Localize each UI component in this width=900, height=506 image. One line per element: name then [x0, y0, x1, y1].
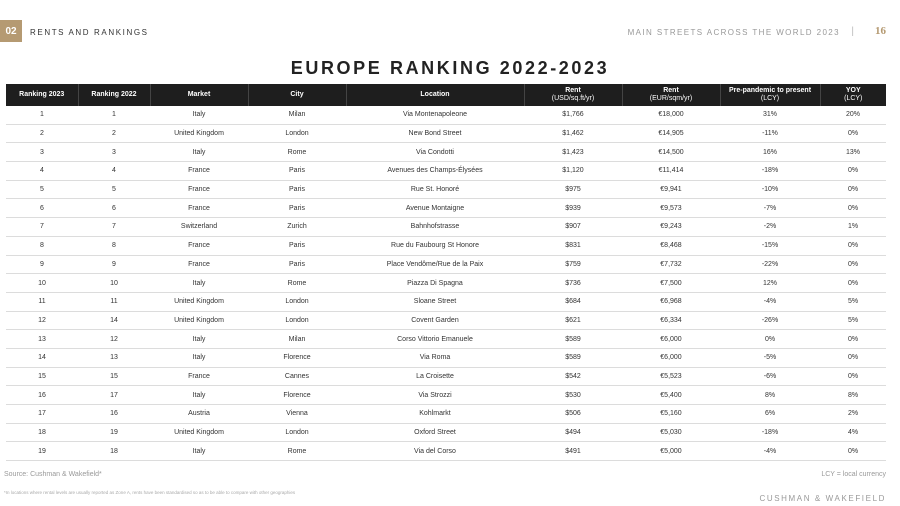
table-cell: 0% — [820, 348, 886, 367]
table-cell: 9 — [6, 255, 78, 274]
table-cell: 11 — [78, 292, 150, 311]
table-cell: Italy — [150, 106, 248, 124]
table-cell: 0% — [820, 367, 886, 386]
table-cell: 15 — [78, 367, 150, 386]
table-cell: 20% — [820, 106, 886, 124]
table-row — [6, 386, 886, 405]
table-cell: 6 — [6, 199, 78, 218]
table-cell: Florence — [248, 348, 346, 367]
table-cell: 0% — [820, 180, 886, 199]
table-cell: $736 — [524, 274, 622, 293]
table-cell: -6% — [720, 367, 820, 386]
table-cell: 1 — [78, 106, 150, 124]
table-cell: €6,334 — [622, 311, 720, 330]
column-header — [6, 84, 78, 106]
table-cell: €7,732 — [622, 255, 720, 274]
table-cell: €9,243 — [622, 218, 720, 237]
table-cell: La Croisette — [346, 367, 524, 386]
table-cell: France — [150, 236, 248, 255]
column-header-label: Rent — [663, 87, 679, 94]
table-row — [6, 124, 886, 143]
table-cell: Oxford Street — [346, 423, 524, 442]
table-cell: London — [248, 423, 346, 442]
table-cell: France — [150, 255, 248, 274]
table-cell: France — [150, 367, 248, 386]
table-cell: 14 — [78, 311, 150, 330]
table-cell: $939 — [524, 199, 622, 218]
table-cell: Italy — [150, 143, 248, 162]
column-header-unit: (LCY) — [760, 95, 780, 102]
table-cell: 19 — [78, 423, 150, 442]
table-cell: Rue du Faubourg St Honore — [346, 236, 524, 255]
table-header-row — [6, 84, 886, 106]
table-cell: 0% — [820, 199, 886, 218]
table-row — [6, 274, 886, 293]
table-cell: United Kingdom — [150, 311, 248, 330]
table-cell: 6 — [78, 199, 150, 218]
table-cell: 13 — [6, 330, 78, 349]
table-cell: 2% — [820, 405, 886, 424]
table-cell: €9,941 — [622, 180, 720, 199]
table-cell: Via Strozzi — [346, 386, 524, 405]
table-cell: Sloane Street — [346, 292, 524, 311]
table-cell: $621 — [524, 311, 622, 330]
table-row — [6, 199, 886, 218]
table-cell: €5,523 — [622, 367, 720, 386]
table-row — [6, 442, 886, 461]
table-cell: €7,500 — [622, 274, 720, 293]
table-cell: Paris — [248, 199, 346, 218]
table-cell: 12 — [6, 311, 78, 330]
table-cell: 11 — [6, 292, 78, 311]
table-cell: $684 — [524, 292, 622, 311]
table-cell: $589 — [524, 348, 622, 367]
table-cell: -5% — [720, 348, 820, 367]
table-cell: 4% — [820, 423, 886, 442]
lcy-note: LCY = local currency — [821, 471, 886, 478]
table-cell: $831 — [524, 236, 622, 255]
table-cell: $1,766 — [524, 106, 622, 124]
table-cell: -18% — [720, 162, 820, 181]
table-cell: 0% — [820, 330, 886, 349]
table-cell: Florence — [248, 386, 346, 405]
column-header-label: Ranking 2023 — [19, 91, 65, 98]
table-cell: $907 — [524, 218, 622, 237]
table-cell: Italy — [150, 386, 248, 405]
table-cell: 0% — [820, 255, 886, 274]
table-cell: Italy — [150, 330, 248, 349]
table-cell: Covent Garden — [346, 311, 524, 330]
table-row — [6, 330, 886, 349]
table-cell: France — [150, 199, 248, 218]
table-cell: -18% — [720, 423, 820, 442]
table-cell: Paris — [248, 162, 346, 181]
table-row — [6, 143, 886, 162]
table-cell: Piazza Di Spagna — [346, 274, 524, 293]
table-cell: 16 — [6, 386, 78, 405]
table-cell: €9,573 — [622, 199, 720, 218]
table-cell: United Kingdom — [150, 292, 248, 311]
section-label: RENTS AND RANKINGS — [30, 28, 149, 37]
table-cell: Zurich — [248, 218, 346, 237]
table-row — [6, 292, 886, 311]
table-row — [6, 218, 886, 237]
column-header — [524, 84, 622, 106]
table-cell: 5% — [820, 292, 886, 311]
table-cell: 3 — [78, 143, 150, 162]
footnote: *In locations where rental levels are usually reported as Zone A, rents have been standardised so as to be able to compare with other geographies — [4, 490, 296, 495]
table-cell: 17 — [6, 405, 78, 424]
table-cell: 8% — [820, 386, 886, 405]
table-cell: Italy — [150, 348, 248, 367]
table-cell: €14,500 — [622, 143, 720, 162]
table-cell: United Kingdom — [150, 423, 248, 442]
table-cell: 5 — [6, 180, 78, 199]
column-header-unit: (LCY) — [844, 95, 863, 102]
column-header-label: Ranking 2022 — [91, 91, 137, 98]
table-row — [6, 162, 886, 181]
table-cell: Rome — [248, 274, 346, 293]
report-title: MAIN STREETS ACROSS THE WORLD 2023 — [627, 28, 840, 37]
table-cell: France — [150, 180, 248, 199]
table-cell: Paris — [248, 180, 346, 199]
table-cell: Bahnhofstrasse — [346, 218, 524, 237]
source-note: Source: Cushman & Wakefield* — [4, 471, 102, 478]
table-row — [6, 255, 886, 274]
table-cell: €5,400 — [622, 386, 720, 405]
table-cell: 18 — [78, 442, 150, 461]
table-cell: 1% — [820, 218, 886, 237]
table-cell: Rue St. Honoré — [346, 180, 524, 199]
table-cell: Place Vendôme/Rue de la Paix — [346, 255, 524, 274]
table-cell: Austria — [150, 405, 248, 424]
table-cell: 5% — [820, 311, 886, 330]
table-cell: 6% — [720, 405, 820, 424]
table-cell: 16% — [720, 143, 820, 162]
table-cell: 4 — [78, 162, 150, 181]
table-row — [6, 405, 886, 424]
table-cell: 8 — [78, 236, 150, 255]
table-cell: $542 — [524, 367, 622, 386]
table-cell: 10 — [6, 274, 78, 293]
table-cell: 31% — [720, 106, 820, 124]
table-cell: 9 — [78, 255, 150, 274]
table-cell: 13 — [78, 348, 150, 367]
table-cell: New Bond Street — [346, 124, 524, 143]
table-cell: 0% — [820, 236, 886, 255]
brand-wordmark: CUSHMAN & WAKEFIELD — [759, 494, 886, 503]
table-cell: 17 — [78, 386, 150, 405]
table-cell: €5,160 — [622, 405, 720, 424]
page-number: 16 — [875, 25, 886, 37]
table-cell: $1,120 — [524, 162, 622, 181]
table-cell: €6,968 — [622, 292, 720, 311]
table-row — [6, 367, 886, 386]
table-cell: $491 — [524, 442, 622, 461]
table-cell: France — [150, 162, 248, 181]
table-cell: $975 — [524, 180, 622, 199]
table-cell: Rome — [248, 143, 346, 162]
table-cell: -4% — [720, 292, 820, 311]
column-header-unit: (EUR/sqm/yr) — [649, 95, 693, 102]
table-cell: €6,000 — [622, 330, 720, 349]
table-cell: -4% — [720, 442, 820, 461]
table-cell: Milan — [248, 330, 346, 349]
table-cell: 16 — [78, 405, 150, 424]
column-header — [820, 84, 886, 106]
table-cell: Milan — [248, 106, 346, 124]
table-cell: 10 — [78, 274, 150, 293]
table-cell: 19 — [6, 442, 78, 461]
table-cell: -2% — [720, 218, 820, 237]
table-cell: 4 — [6, 162, 78, 181]
table-cell: Avenues des Champs-Élysées — [346, 162, 524, 181]
table-cell: Avenue Montaigne — [346, 199, 524, 218]
table-cell: Vienna — [248, 405, 346, 424]
table-cell: 0% — [820, 162, 886, 181]
table-cell: -22% — [720, 255, 820, 274]
europe-ranking-table — [6, 84, 886, 461]
column-header — [150, 84, 248, 106]
table-cell: $506 — [524, 405, 622, 424]
table-cell: $494 — [524, 423, 622, 442]
table-cell: 12 — [78, 330, 150, 349]
column-header — [346, 84, 524, 106]
table-cell: Paris — [248, 236, 346, 255]
column-header-label: Market — [187, 91, 211, 98]
table-cell: 7 — [78, 218, 150, 237]
table-cell: €11,414 — [622, 162, 720, 181]
table-cell: $1,423 — [524, 143, 622, 162]
table-cell: -15% — [720, 236, 820, 255]
section-number-badge: 02 — [0, 20, 22, 42]
table-cell: €5,030 — [622, 423, 720, 442]
column-header-label: YOY — [845, 87, 861, 94]
table-cell: Via del Corso — [346, 442, 524, 461]
table-cell: 2 — [6, 124, 78, 143]
table-cell: Via Montenapoleone — [346, 106, 524, 124]
table-cell: 0% — [820, 274, 886, 293]
table-cell: 18 — [6, 423, 78, 442]
table-body — [6, 106, 886, 461]
table-cell: €18,000 — [622, 106, 720, 124]
table-cell: -11% — [720, 124, 820, 143]
table-row — [6, 236, 886, 255]
table-cell: Via Roma — [346, 348, 524, 367]
table-cell: Via Condotti — [346, 143, 524, 162]
table-cell: Cannes — [248, 367, 346, 386]
table-row — [6, 311, 886, 330]
table-cell: 7 — [6, 218, 78, 237]
table-cell: $759 — [524, 255, 622, 274]
table-row — [6, 180, 886, 199]
table-cell: London — [248, 292, 346, 311]
column-header — [78, 84, 150, 106]
table-row — [6, 106, 886, 124]
table-cell: 13% — [820, 143, 886, 162]
column-header-label: City — [290, 91, 304, 98]
table-cell: -26% — [720, 311, 820, 330]
table-cell: 12% — [720, 274, 820, 293]
table-cell: $530 — [524, 386, 622, 405]
table-cell: 3 — [6, 143, 78, 162]
page-title: EUROPE RANKING 2022-2023 — [290, 58, 610, 78]
table-cell: 8% — [720, 386, 820, 405]
table-cell: 5 — [78, 180, 150, 199]
table-cell: 8 — [6, 236, 78, 255]
table-cell: Corso Vittorio Emanuele — [346, 330, 524, 349]
table-cell: -10% — [720, 180, 820, 199]
table-cell: 2 — [78, 124, 150, 143]
table-cell: Switzerland — [150, 218, 248, 237]
column-header-label: Location — [420, 91, 450, 98]
table-cell: $589 — [524, 330, 622, 349]
column-header-unit: (USD/sq.ft/yr) — [551, 95, 595, 102]
table-cell: Italy — [150, 274, 248, 293]
table-cell: 14 — [6, 348, 78, 367]
table-cell: €14,905 — [622, 124, 720, 143]
table-cell: €6,000 — [622, 348, 720, 367]
table-cell: $1,462 — [524, 124, 622, 143]
table-cell: United Kingdom — [150, 124, 248, 143]
table-cell: London — [248, 311, 346, 330]
column-header-label: Pre-pandemic to present — [728, 87, 812, 94]
table-cell: €5,000 — [622, 442, 720, 461]
table-cell: €8,468 — [622, 236, 720, 255]
table-row — [6, 348, 886, 367]
table-cell: 0% — [820, 442, 886, 461]
header-separator: | — [851, 26, 854, 37]
table-cell: -7% — [720, 199, 820, 218]
table-cell: London — [248, 124, 346, 143]
table-cell: Italy — [150, 442, 248, 461]
table-cell: 15 — [6, 367, 78, 386]
column-header — [622, 84, 720, 106]
table-cell: Rome — [248, 442, 346, 461]
table-cell: 0% — [820, 124, 886, 143]
column-header — [720, 84, 820, 106]
table-cell: Kohlmarkt — [346, 405, 524, 424]
table-cell: Paris — [248, 255, 346, 274]
table-cell: 1 — [6, 106, 78, 124]
table-cell: 0% — [720, 330, 820, 349]
table-row — [6, 423, 886, 442]
column-header — [248, 84, 346, 106]
column-header-label: Rent — [565, 87, 581, 94]
